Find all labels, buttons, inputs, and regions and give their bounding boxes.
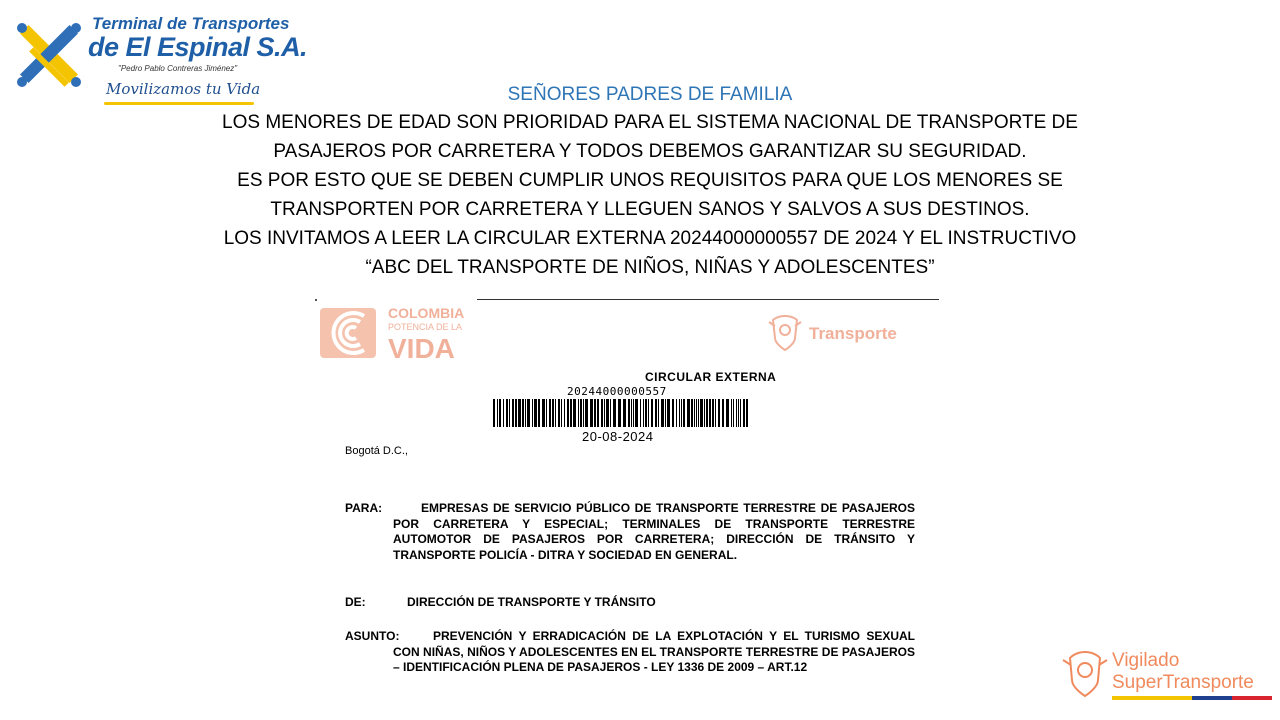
barcode-bar: [509, 399, 510, 427]
barcode-bar: [518, 399, 521, 427]
barcode-bar: [583, 399, 584, 427]
barcode-bar: [558, 399, 560, 427]
colombia-logo-line-1: COLOMBIA: [388, 305, 465, 321]
barcode-bar: [718, 399, 720, 427]
barcode-bar: [715, 399, 716, 427]
barcode-bar: [746, 399, 748, 427]
asunto-text: PREVENCIÓN Y ERRADICACIÓN DE LA EXPLOTACIÓN Y EL TURISMO SEXUAL CON NIÑAS, NIÑOS Y ADOLESCENTES EN EL TRANSPORTE TERRESTRE DE PASAJEROS – IDENTIFICACIÓN PLENA DE PASAJEROS - LEY 1336 DE 2009 – ART.12: [393, 629, 915, 674]
barcode-bar: [672, 399, 674, 427]
barcode-bar: [580, 399, 582, 427]
barcode-bar: [493, 399, 495, 427]
barcode-bar: [743, 399, 745, 427]
city-line: Bogotá D.C.,: [345, 445, 408, 457]
barcode-bar: [573, 399, 576, 427]
barcode-bar: [499, 399, 501, 427]
de-text: DIRECCIÓN DE TRANSPORTE Y TRÁNSITO: [407, 595, 656, 609]
barcode-bar: [594, 399, 596, 427]
barcode-bar: [726, 399, 729, 427]
notice-line: ES POR ESTO QUE SE DEBEN CUMPLIR UNOS REQUISITOS PARA QUE LOS MENORES SE: [237, 170, 1063, 191]
cross-logo-icon: [12, 18, 86, 92]
barcode-bar: [648, 399, 649, 427]
flag-stripe-yellow: [1112, 696, 1192, 700]
barcode-bar: [564, 399, 565, 427]
colombia-logo-line-3: VIDA: [388, 333, 455, 364]
barcode-bar: [631, 399, 632, 427]
barcode-bar: [610, 399, 611, 427]
barcode-bar: [722, 399, 724, 427]
barcode-bar: [522, 399, 524, 427]
barcode-bar: [633, 399, 634, 427]
asunto-label: ASUNTO:: [345, 629, 400, 643]
circular-title: CIRCULAR EXTERNA: [645, 370, 777, 384]
barcode-bar: [552, 399, 554, 427]
notice-line: TRANSPORTEN POR CARRETERA Y LLEGUEN SANOS Y SALVOS A SUS DESTINOS.: [270, 199, 1030, 220]
barcode-bar: [665, 399, 666, 427]
flag-stripe-red: [1232, 696, 1272, 700]
para-label: PARA:: [345, 501, 383, 515]
para-text: EMPRESAS DE SERVICIO PÚBLICO DE TRANSPORTE TERRESTRE DE PASAJEROS POR CARRETERA Y ESPECIAL; TERMINALES DE TRANSPORTE TERRESTRE AUTOMOTOR DE PASAJEROS POR CARRETERA; DIRECCIÓN DE TRÁNSITO Y TRANSPORTE POLICÍA - DITRA Y SOCIEDAD EN GENERAL.: [393, 501, 915, 562]
barcode-bar: [506, 399, 508, 427]
barcode-bar: [534, 399, 537, 427]
barcode-bar: [676, 399, 677, 427]
barcode-bar: [538, 399, 540, 427]
notice-line: LOS INVITAMOS A LEER LA CIRCULAR EXTERNA 20244000000557 DE 2024 Y EL INSTRUCTIVO: [223, 228, 1077, 249]
barcode-bar: [683, 399, 685, 427]
barcode-bar: [601, 399, 603, 427]
barcode-bar: [527, 399, 530, 427]
colombia-logo-text: [388, 306, 464, 364]
barcode-bar: [661, 399, 664, 427]
barcode-icon: [493, 399, 750, 427]
barcode-bar: [525, 399, 526, 427]
barcode-bar: [628, 399, 630, 427]
notice-line: “ABC DEL TRANSPORTE DE NIÑOS, NIÑAS Y ADOLESCENTES”: [365, 257, 935, 278]
barcode-bar: [512, 399, 514, 427]
barcode-bar: [561, 399, 562, 427]
barcode-bar: [604, 399, 605, 427]
logo-line-2: de El Espinal S.A.: [88, 32, 308, 62]
vigilado-supertransporte-logo: [1060, 646, 1280, 702]
circular-document: [315, 300, 940, 710]
logo-line-1: Terminal de Transportes: [92, 14, 290, 33]
barcode-bar: [635, 399, 638, 427]
barcode-bar: [623, 399, 626, 427]
barcode-bar: [681, 399, 682, 427]
barcode-bar: [731, 399, 732, 427]
barcode-bar: [704, 399, 705, 427]
barcode-bar: [643, 399, 644, 427]
barcode-bar: [613, 399, 616, 427]
de-label: DE:: [345, 595, 366, 609]
barcode-bar: [542, 399, 545, 427]
barcode-bar: [546, 399, 547, 427]
barcode-bar: [651, 399, 653, 427]
notice-line: PASAJEROS POR CARRETERA Y TODOS DEBEMOS GARANTIZAR SU SEGURIDAD.: [273, 141, 1027, 162]
logo-slogan: Movilizamos tu Vida: [106, 80, 261, 98]
barcode-bar: [696, 399, 697, 427]
logo-line-3: "Pedro Pablo Contreras Jiménez": [118, 64, 238, 73]
coat-of-arms-icon: [1060, 646, 1110, 702]
colombia-logo: [320, 304, 480, 364]
notice-line: LOS MENORES DE EDAD SON PRIORIDAD PARA EL SISTEMA NACIONAL DE TRANSPORTE DE: [222, 112, 1078, 133]
barcode-bar: [658, 399, 659, 427]
barcode-bar: [549, 399, 551, 427]
barcode-bar: [567, 399, 569, 427]
barcode-bar: [738, 399, 739, 427]
barcode-bar: [667, 399, 670, 427]
transporte-logo: [765, 312, 905, 352]
barcode-bar: [618, 399, 621, 427]
barcode-bar: [590, 399, 593, 427]
notice-title: SEÑORES PADRES DE FAMILIA: [507, 84, 793, 105]
coat-of-arms-icon: [767, 312, 803, 352]
barcode-bar: [679, 399, 680, 427]
barcode-bar: [532, 399, 533, 427]
flag-stripe-blue: [1192, 696, 1232, 700]
vigilado-label: Vigilado: [1112, 650, 1180, 671]
barcode-bar: [655, 399, 657, 427]
barcode-bar: [709, 399, 711, 427]
flag-stripe: [1112, 696, 1272, 700]
barcode-bar: [691, 399, 693, 427]
barcode-bar: [694, 399, 695, 427]
barcode-bar: [555, 399, 556, 427]
barcode-bar: [687, 399, 690, 427]
barcode-bar: [698, 399, 699, 427]
supertransporte-label: SuperTransporte: [1112, 672, 1254, 693]
barcode-bar: [645, 399, 647, 427]
barcode-bar: [712, 399, 714, 427]
barcode-bar: [740, 399, 741, 427]
barcode-bar: [570, 399, 572, 427]
barcode-bar: [515, 399, 517, 427]
barcode-bar: [606, 399, 609, 427]
barcode-bar: [700, 399, 703, 427]
barcode-bar: [503, 399, 504, 427]
barcode-bar: [640, 399, 641, 427]
transporte-label: Transporte: [809, 324, 897, 343]
barcode-bar: [578, 399, 579, 427]
barcode-bar: [736, 399, 737, 427]
colombia-logo-line-2: POTENCIA DE LA: [388, 322, 463, 332]
barcode-bar: [706, 399, 708, 427]
circular-date: 20-08-2024: [582, 429, 654, 444]
circular-number: 20244000000557: [567, 385, 667, 398]
barcode-bar: [597, 399, 599, 427]
barcode-bar: [733, 399, 734, 427]
barcode-bar: [585, 399, 588, 427]
barcode-bar: [497, 399, 498, 427]
colombia-wave-icon: [320, 304, 380, 360]
notice-block: [150, 82, 1150, 282]
